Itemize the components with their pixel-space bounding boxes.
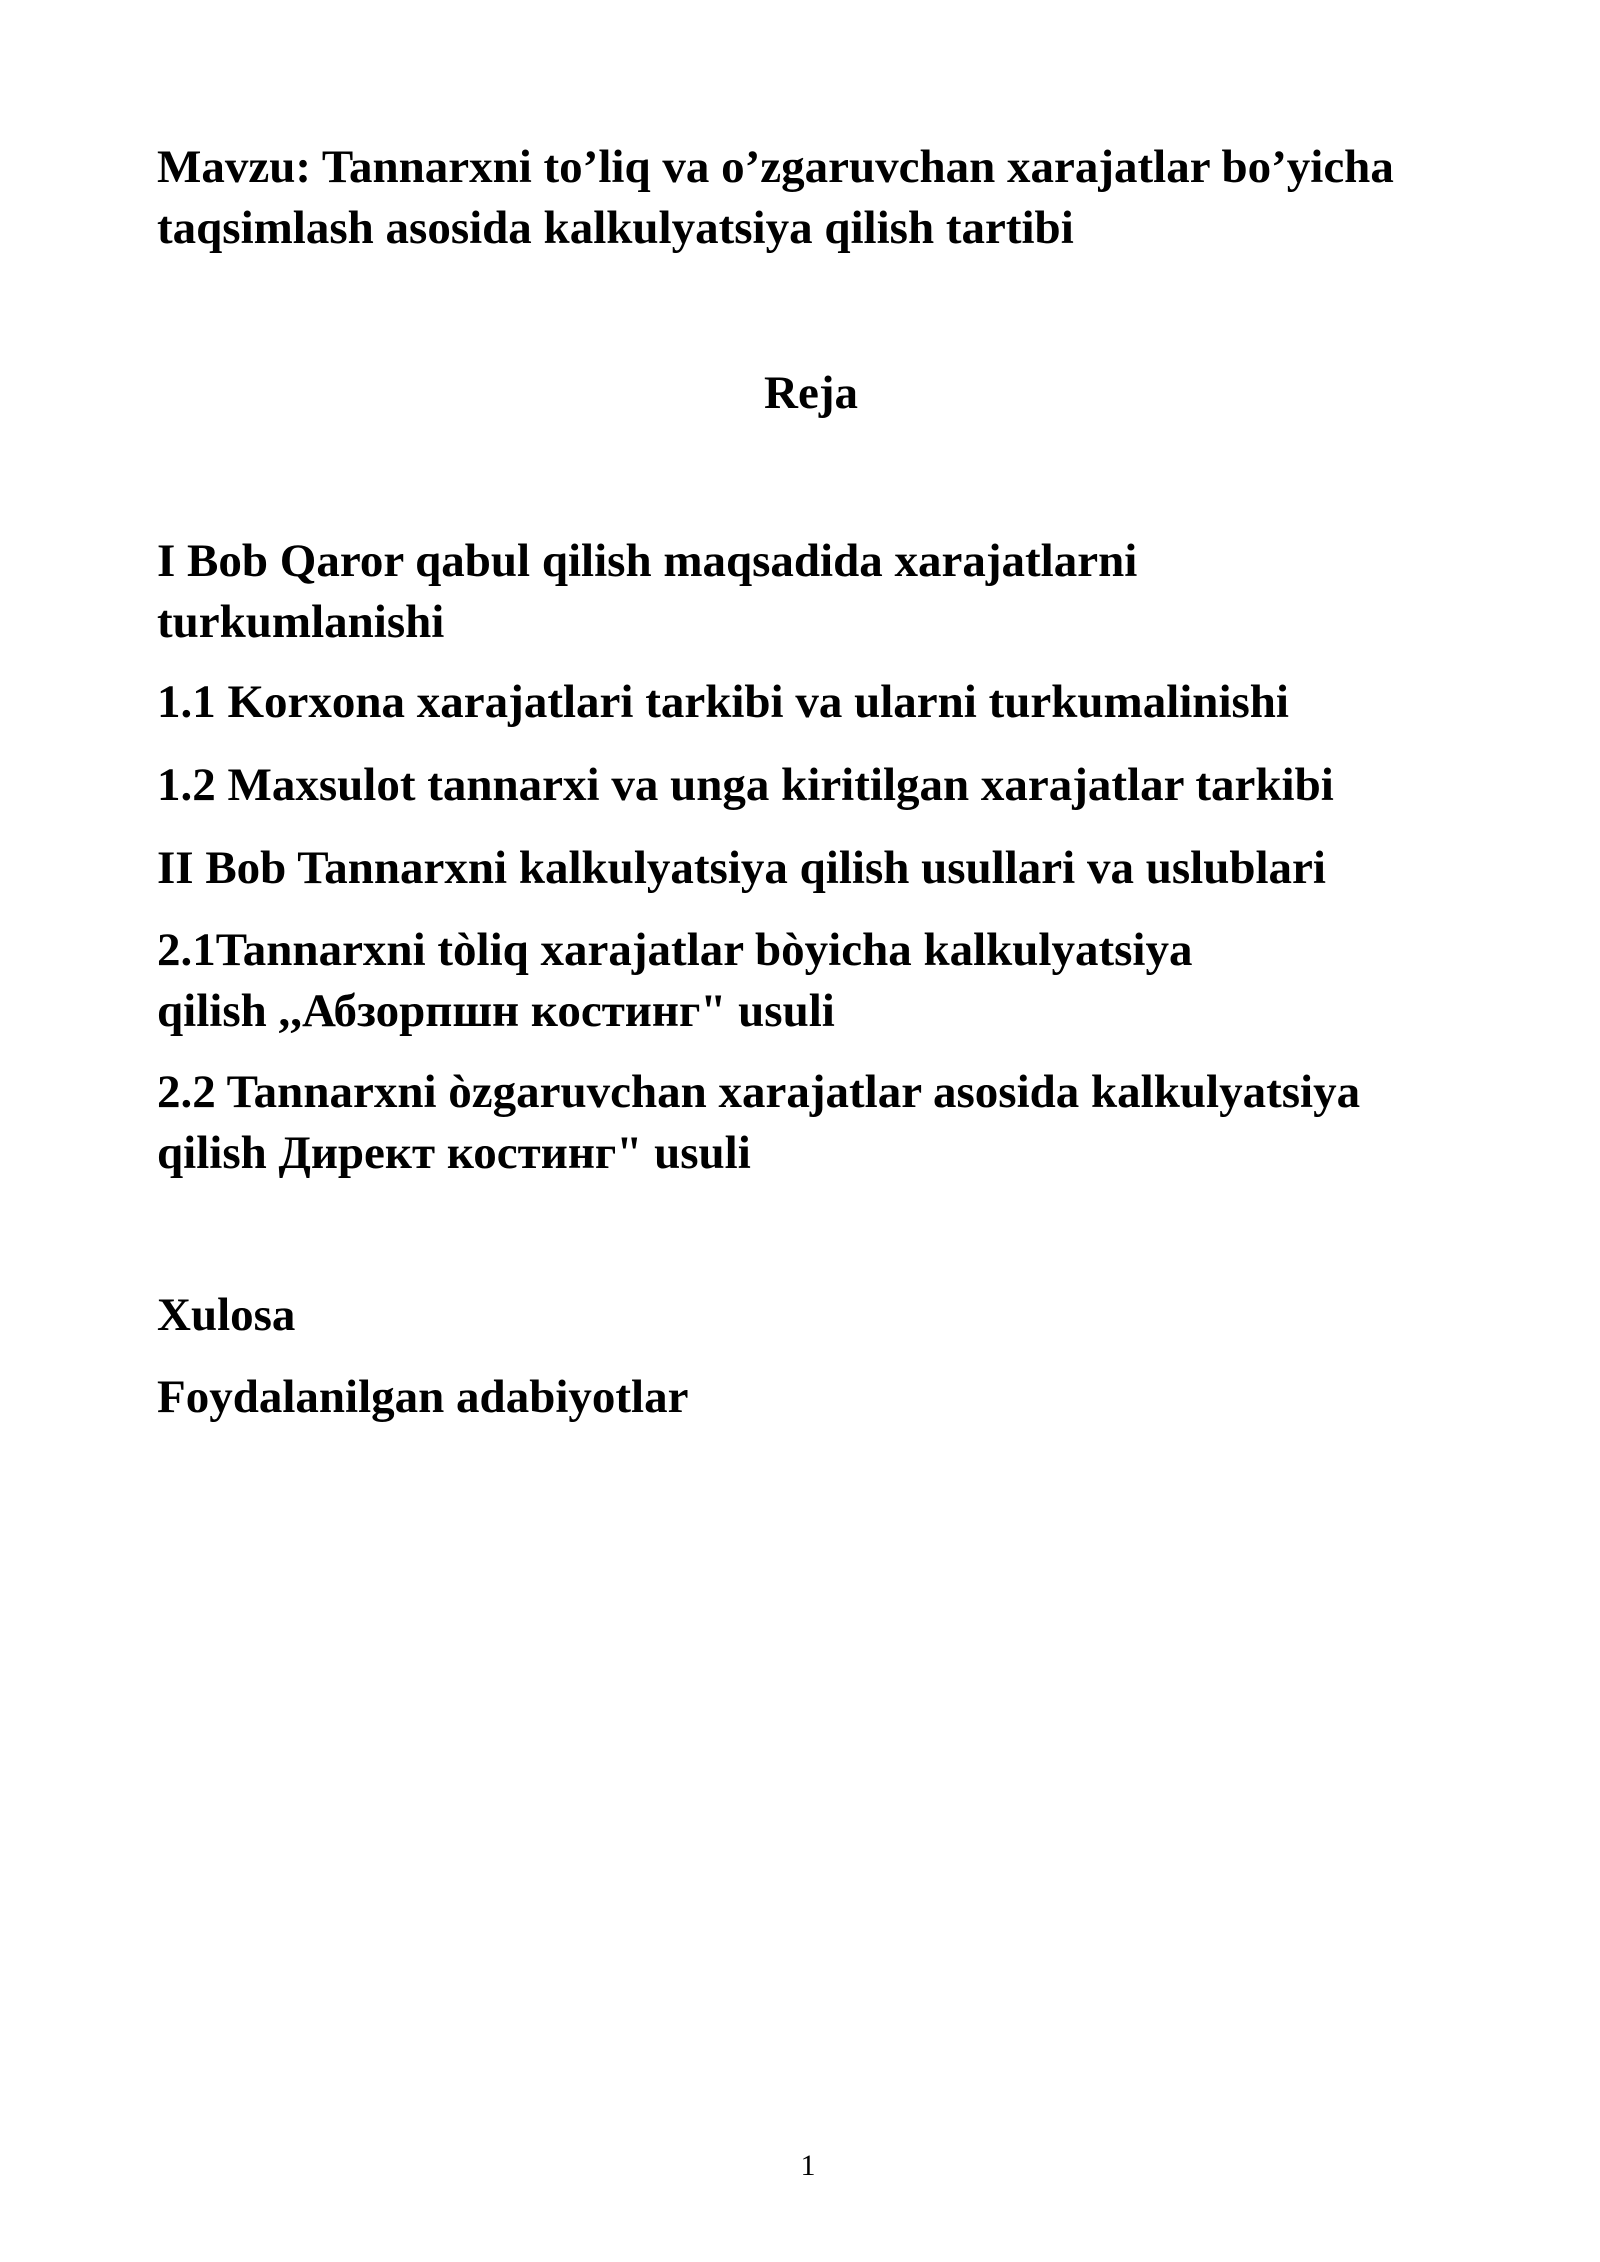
page-number: 1 bbox=[800, 2149, 816, 2182]
toc-item-line: 2.1Tannarxni tòliq xarajatlar bòyicha kalkulyatsiya bbox=[157, 924, 1193, 976]
topic-title-line: taqsimlash asosida kalkulyatsiya qilish tartibi bbox=[157, 202, 1074, 254]
toc-item-line: I Bob Qaror qabul qilish maqsadida xarajatlarni bbox=[157, 535, 1138, 587]
toc-item-line: II Bob Tannarxni kalkulyatsiya qilish usullari va uslublari bbox=[157, 842, 1326, 894]
toc-item-section-1-1 bbox=[157, 672, 1289, 733]
topic-title bbox=[157, 137, 1487, 259]
toc-item-section-2-2 bbox=[157, 1062, 1360, 1184]
topic-title-line: Mavzu: Tannarxni to’liq va o’zgaruvchan xarajatlar bo’yicha bbox=[157, 141, 1394, 193]
toc-item-line: 1.2 Maxsulot tannarxi va unga kiritilgan xarajatlar tarkibi bbox=[157, 759, 1334, 811]
toc-item-line: qilish Директ костинг" usuli bbox=[157, 1127, 751, 1179]
toc-item-line: Foydalanilgan adabiyotlar bbox=[157, 1371, 689, 1423]
toc-item-line: turkumlanishi bbox=[157, 596, 445, 648]
toc-item-chapter-1 bbox=[157, 531, 1137, 653]
toc-item-section-1-2 bbox=[157, 755, 1334, 816]
toc-item-line: 2.2 Tannarxni òzgaruvchan xarajatlar asosida kalkulyatsiya bbox=[157, 1066, 1361, 1118]
toc-item-line: qilish ,,Абзорпшн костинг" usuli bbox=[157, 985, 835, 1037]
toc-item-line: Xulosa bbox=[157, 1289, 296, 1341]
toc-item-chapter-2 bbox=[157, 838, 1326, 899]
toc-item-line: 1.1 Korxona xarajatlari tarkibi va ularni turkumalinishi bbox=[157, 676, 1289, 728]
toc-item-references bbox=[157, 1367, 688, 1428]
toc-item-conclusion bbox=[157, 1285, 295, 1346]
toc-item-section-2-1 bbox=[157, 920, 1193, 1042]
plan-heading: Reja bbox=[764, 367, 858, 419]
